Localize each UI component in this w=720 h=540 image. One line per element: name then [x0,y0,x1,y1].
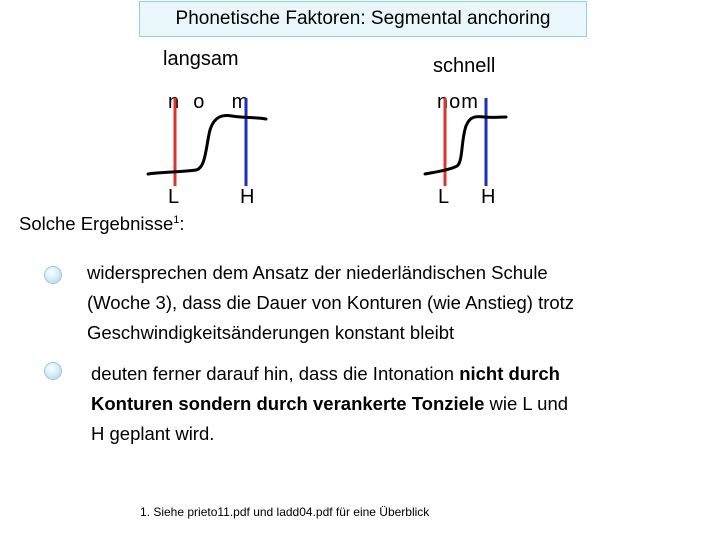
bullet-1-line-3: Geschwindigkeitsänderungen konstant bleibt [87,322,455,343]
bullet-1-dot [44,266,62,284]
segments-langsam: n o m [168,91,250,113]
bullet-1-text [87,258,677,348]
label-schnell: schnell [433,55,496,77]
tone-high-schnell: H [481,186,496,208]
title-box [139,1,587,37]
bullet-2-line-1-bold: nicht durch [459,363,560,384]
bullet-2-dot [44,362,62,380]
bullet-2 [44,359,684,449]
bullet-2-line-2-plain: wie L und [484,393,569,414]
segments-schnell: nom [437,91,479,113]
tone-high-langsam: H [240,186,255,208]
intro-suffix: : [179,213,185,234]
bullet-1-line-2: (Woche 3), dass die Dauer von Konturen (wie Anstieg) trotz [87,292,575,313]
label-langsam: langsam [163,48,239,70]
intro-text: Solche Ergebnisse [19,213,174,234]
bullet-2-line-2-bold: Konturen sondern durch verankerte Tonziele [91,393,485,414]
pitch-contour-schnell [425,117,506,174]
slide-title: Phonetische Faktoren: Segmental anchoring [175,8,551,29]
tone-low-langsam: L [168,186,180,208]
tone-low-schnell: L [438,186,450,208]
bullet-2-line-3: H geplant wird. [91,423,215,444]
bullet-1-line-1: widersprechen dem Ansatz der niederländischen Schule [87,262,548,283]
intro-line [19,213,185,235]
footnote: 1. Siehe prieto11.pdf und ladd04.pdf für eine Überblick [140,505,430,519]
bullet-2-text [91,359,681,449]
bullet-2-line-2 [91,389,681,419]
bullet-2-line-1-plain: deuten ferner darauf hin, dass die Intonation [91,363,460,384]
intro-footnote-mark: 1 [173,213,180,226]
bullet-1 [44,258,684,348]
bullet-2-line-1 [91,359,681,389]
pitch-contour-langsam [148,115,266,174]
